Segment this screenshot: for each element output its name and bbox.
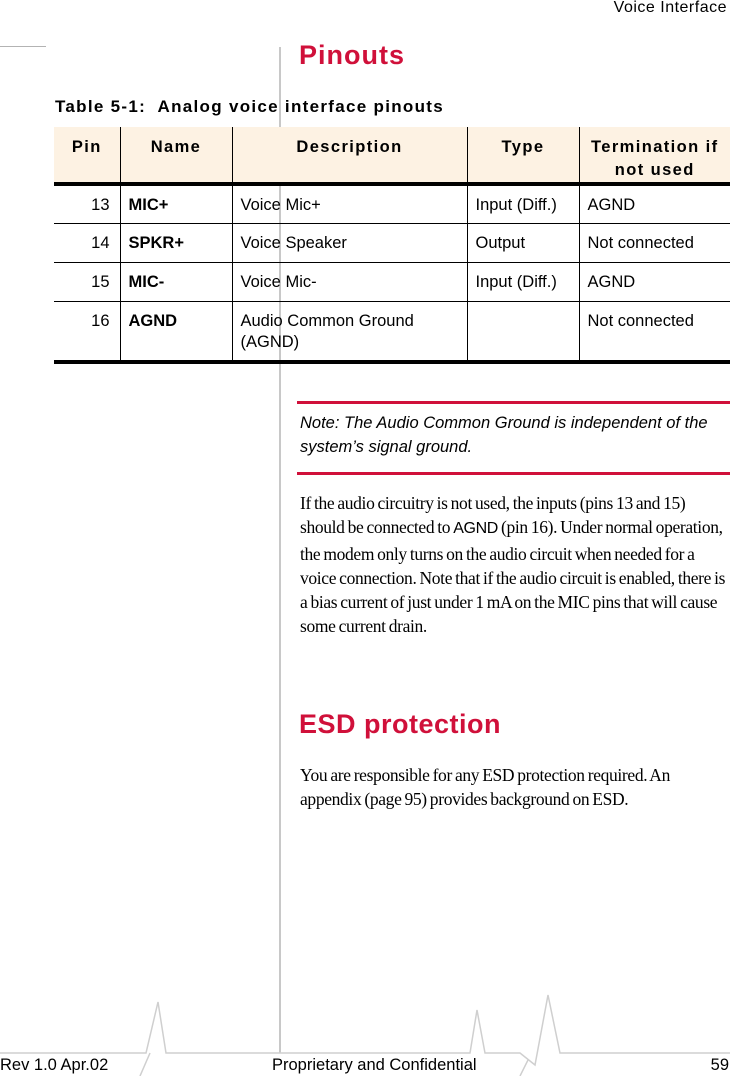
cell-pin: 16 (54, 301, 120, 362)
signal-name-agnd: AGND (453, 520, 499, 538)
paragraph-esd (300, 763, 730, 812)
cell-termination: AGND (579, 184, 730, 223)
cell-name: MIC+ (120, 184, 232, 223)
cell-description: Audio Common Ground (AGND) (232, 301, 467, 362)
cell-description: Voice Speaker (232, 223, 467, 262)
cell-termination: AGND (579, 262, 730, 301)
cell-description: Voice Mic+ (232, 184, 467, 223)
pinout-table (54, 127, 730, 364)
cell-type: Output (467, 223, 579, 262)
footer-revision: Rev 1.0 Apr.02 (0, 1056, 109, 1074)
cell-description: Voice Mic- (232, 262, 467, 301)
column-header-termination: Termination if not used (579, 127, 730, 184)
paragraph-text: You are responsible for any ESD protection required. An appendix (page 95) provides background on ESD. (300, 765, 670, 810)
paragraph-audio-usage (300, 491, 730, 639)
footer-page-number: 59 (710, 1056, 729, 1074)
table-header-row (54, 127, 730, 184)
cell-termination: Not connected (579, 301, 730, 362)
section-title-esd: ESD protection (299, 709, 502, 739)
cell-pin: 14 (54, 223, 120, 262)
column-header-type: Type (467, 127, 579, 184)
cell-name: AGND (120, 301, 232, 362)
footer-confidential: Proprietary and Confidential (272, 1056, 477, 1074)
cell-name: SPKR+ (120, 223, 232, 262)
cell-pin: 15 (54, 262, 120, 301)
note-bottom-rule (297, 472, 730, 475)
cell-type: Input (Diff.) (467, 262, 579, 301)
cell-pin: 13 (54, 184, 120, 223)
table-row (54, 301, 730, 362)
table-caption: Table 5-1: Analog voice interface pinouts (55, 97, 444, 116)
column-header-name: Name (120, 127, 232, 184)
note-top-rule (297, 401, 730, 404)
paragraph-text: (pin 16). Under normal operation, the modem only turns on the audio circuit when needed for a voice connection. Note that if the audio circuit is enabled, there is a bias current of just under 1 mA on the MIC pins that will cause some current drain. (300, 517, 726, 637)
column-header-description: Description (232, 127, 467, 184)
column-header-pin: Pin (54, 127, 120, 184)
table-row (54, 223, 730, 262)
section-title-pinouts: Pinouts (299, 40, 405, 70)
table-row (54, 262, 730, 301)
cell-name: MIC- (120, 262, 232, 301)
cell-type: Input (Diff.) (467, 184, 579, 223)
running-header: Voice Interface (613, 0, 727, 16)
table-row (54, 184, 730, 223)
note-text: Note: The Audio Common Ground is independent of the system’s signal ground. (300, 414, 708, 456)
paragraph-text: If the audio circuitry is not used, the inputs (pins 13 and 15) should be connected to (300, 493, 686, 538)
header-rule (0, 46, 46, 47)
cell-type (467, 301, 579, 362)
cell-termination: Not connected (579, 223, 730, 262)
